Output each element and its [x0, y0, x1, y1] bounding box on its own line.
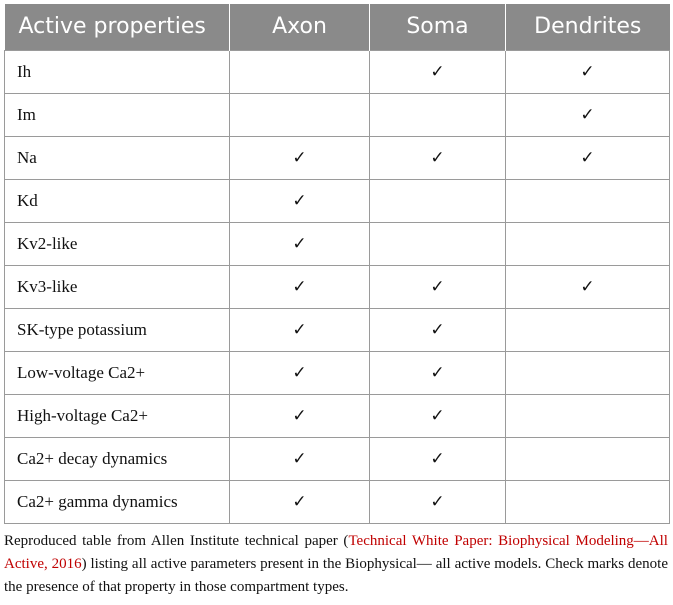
table-row [5, 394, 670, 437]
axon-check-cell: ✓ [230, 222, 370, 265]
property-name-cell: Ca2+ decay dynamics [5, 437, 230, 480]
table-row [5, 308, 670, 351]
property-name-cell: High-voltage Ca2+ [5, 394, 230, 437]
table-row [5, 222, 670, 265]
header-axon: Axon [230, 4, 370, 50]
header-soma: Soma [370, 4, 506, 50]
soma-check-cell [370, 179, 506, 222]
active-properties-table [4, 4, 670, 524]
table-row [5, 437, 670, 480]
table-header-row [5, 4, 670, 50]
axon-check-cell: ✓ [230, 351, 370, 394]
property-name-cell: SK-type potassium [5, 308, 230, 351]
dendrites-check-cell: ✓ [506, 93, 670, 136]
table-body [5, 50, 670, 523]
soma-check-cell: ✓ [370, 351, 506, 394]
dendrites-check-cell [506, 351, 670, 394]
table-row [5, 179, 670, 222]
property-name-cell: Kv2-like [5, 222, 230, 265]
axon-check-cell: ✓ [230, 265, 370, 308]
axon-check-cell: ✓ [230, 480, 370, 523]
caption-text-before: Reproduced table from Allen Institute technical paper ( [4, 533, 349, 549]
dendrites-check-cell: ✓ [506, 265, 670, 308]
soma-check-cell: ✓ [370, 480, 506, 523]
table-row [5, 351, 670, 394]
header-dendrites: Dendrites [506, 4, 670, 50]
axon-check-cell [230, 50, 370, 93]
dendrites-check-cell [506, 222, 670, 265]
dendrites-check-cell [506, 480, 670, 523]
axon-check-cell: ✓ [230, 437, 370, 480]
table-caption [4, 530, 668, 599]
table-row [5, 265, 670, 308]
header-active-properties: Active properties [5, 4, 230, 50]
property-name-cell: Na [5, 136, 230, 179]
axon-check-cell: ✓ [230, 179, 370, 222]
caption-text-after: ) listing all active parameters present in the Biophysical— all active models. Check marks denote the presence of that property in those compartment types. [4, 556, 668, 595]
axon-check-cell [230, 93, 370, 136]
table-row [5, 50, 670, 93]
soma-check-cell [370, 93, 506, 136]
property-name-cell: Low-voltage Ca2+ [5, 351, 230, 394]
table-row [5, 93, 670, 136]
soma-check-cell: ✓ [370, 136, 506, 179]
soma-check-cell: ✓ [370, 265, 506, 308]
axon-check-cell: ✓ [230, 394, 370, 437]
dendrites-check-cell: ✓ [506, 136, 670, 179]
soma-check-cell: ✓ [370, 50, 506, 93]
dendrites-check-cell [506, 394, 670, 437]
dendrites-check-cell [506, 437, 670, 480]
soma-check-cell: ✓ [370, 394, 506, 437]
table-row [5, 136, 670, 179]
dendrites-check-cell [506, 179, 670, 222]
property-name-cell: Im [5, 93, 230, 136]
properties-table-container [4, 4, 669, 524]
soma-check-cell: ✓ [370, 437, 506, 480]
soma-check-cell: ✓ [370, 308, 506, 351]
axon-check-cell: ✓ [230, 308, 370, 351]
dendrites-check-cell [506, 308, 670, 351]
property-name-cell: Ih [5, 50, 230, 93]
soma-check-cell [370, 222, 506, 265]
dendrites-check-cell: ✓ [506, 50, 670, 93]
property-name-cell: Kd [5, 179, 230, 222]
table-row [5, 480, 670, 523]
property-name-cell: Ca2+ gamma dynamics [5, 480, 230, 523]
caption-reference-link[interactable]: Technical White Paper: Biophysical Modeling—All Active, 2016 [4, 533, 668, 572]
axon-check-cell: ✓ [230, 136, 370, 179]
property-name-cell: Kv3-like [5, 265, 230, 308]
